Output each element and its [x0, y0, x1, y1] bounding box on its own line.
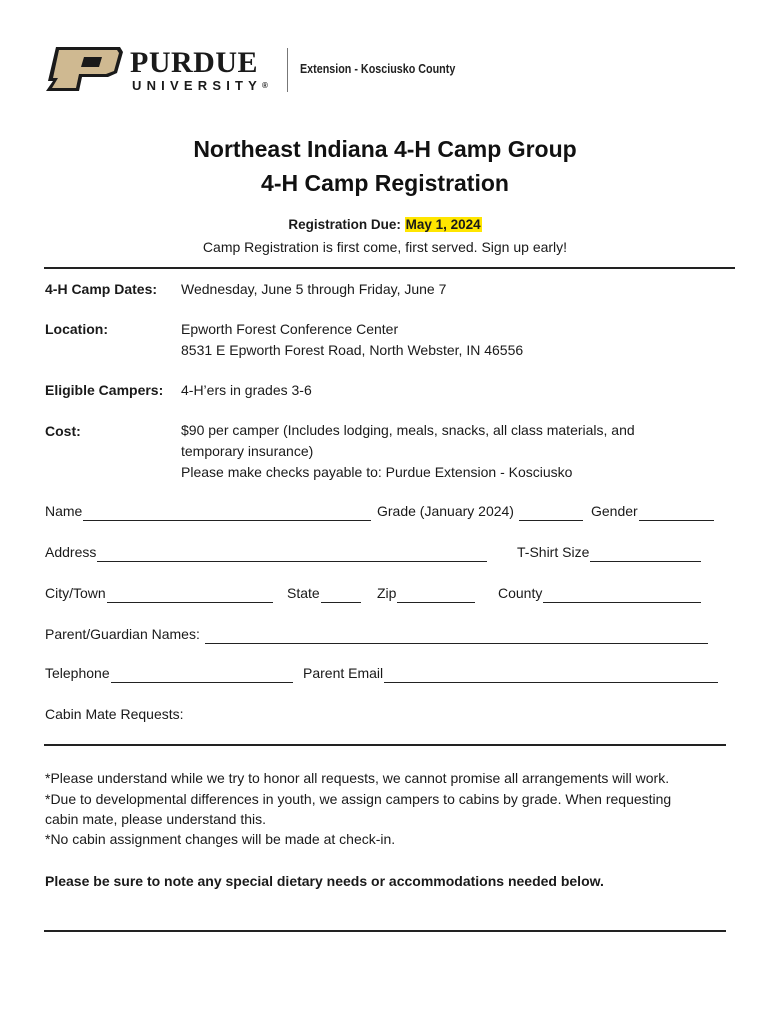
city-label: City/Town [45, 585, 106, 601]
state-label: State [287, 585, 320, 601]
page-title: Northeast Indiana 4-H Camp Group [193, 136, 577, 162]
purdue-p-logo-icon [44, 46, 124, 92]
cost-line3: Please make checks payable to: Purdue Extension - Kosciusko [181, 464, 573, 480]
cost-line2: temporary insurance) [181, 443, 314, 459]
zip-label: Zip [377, 585, 397, 601]
parent-email-label: Parent Email [303, 665, 384, 681]
name-label: Name [45, 503, 83, 519]
logo-wordmark: PURDUE [130, 46, 258, 79]
note-grade-line1: *Due to developmental differences in youth, we assign campers to cabins by grade. When requesting [45, 791, 672, 807]
cabin-mate-label: Cabin Mate Requests: [45, 706, 184, 722]
eligible-label: Eligible Campers: [45, 382, 164, 398]
parent-names-field[interactable] [45, 624, 708, 644]
location-line2: 8531 E Epworth Forest Road, North Webster, IN 46556 [181, 342, 524, 358]
county-field[interactable] [498, 583, 701, 603]
purdue-extension-logo [44, 46, 474, 96]
logo-university: UNIVERSITY® [132, 78, 268, 93]
gender-field[interactable] [591, 501, 714, 521]
dietary-needs-heading: Please be sure to note any special dietary needs or accommodations needed below. [45, 873, 604, 889]
address-field[interactable] [45, 542, 487, 562]
due-label: Registration Due: [288, 217, 405, 232]
grade-label: Grade (January 2024) [377, 503, 514, 519]
gender-label: Gender [591, 503, 638, 519]
registration-due [0, 217, 770, 232]
name-field[interactable] [45, 501, 371, 521]
camp-dates-label: 4-H Camp Dates: [45, 281, 158, 297]
tshirt-size-field[interactable] [517, 542, 701, 562]
first-come-note: Camp Registration is first come, first served. Sign up early! [202, 239, 568, 255]
cost-label: Cost: [45, 423, 81, 439]
location-label: Location: [45, 321, 108, 337]
extension-county-label: Extension - Kosciusko County [300, 62, 456, 76]
zip-field[interactable] [377, 583, 475, 603]
note-requests: *Please understand while we try to honor all requests, we cannot promise all arrangements will work. [45, 770, 670, 786]
location-line1: Epworth Forest Conference Center [181, 321, 399, 337]
note-checkin: *No cabin assignment changes will be made at check-in. [45, 831, 396, 847]
note-grade-line2: cabin mate, please understand this. [45, 811, 267, 827]
address-label: Address [45, 544, 97, 560]
telephone-field[interactable] [45, 663, 293, 683]
city-field[interactable] [45, 583, 273, 603]
due-date: May 1, 2024 [405, 217, 481, 232]
state-field[interactable] [287, 583, 361, 603]
eligible-value: 4-H’ers in grades 3-6 [181, 382, 312, 398]
cost-line1: $90 per camper (Includes lodging, meals, snacks, all class materials, and [181, 422, 635, 438]
header-divider [44, 267, 735, 269]
logo-divider [287, 48, 288, 92]
cabin-mate-input-line[interactable] [44, 744, 726, 746]
page-subtitle: 4-H Camp Registration [261, 170, 509, 196]
grade-field[interactable] [377, 501, 583, 521]
parent-email-field[interactable] [303, 663, 718, 683]
county-label: County [498, 585, 543, 601]
telephone-label: Telephone [45, 665, 110, 681]
tshirt-size-label: T-Shirt Size [517, 544, 590, 560]
parent-names-label: Parent/Guardian Names: [45, 626, 200, 642]
camp-dates-value: Wednesday, June 5 through Friday, June 7 [181, 281, 447, 297]
dietary-input-line[interactable] [44, 930, 726, 932]
